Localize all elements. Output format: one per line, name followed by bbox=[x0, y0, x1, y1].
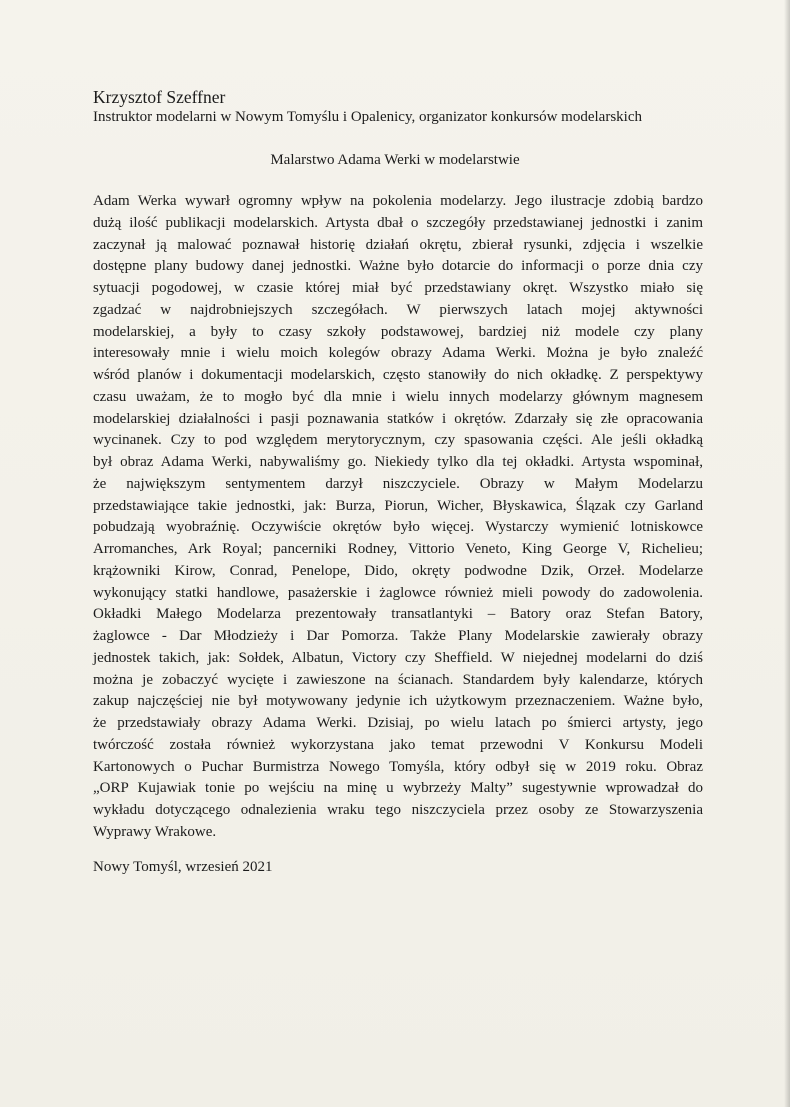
body-line: wycinanek. Czy to pod względem merytorycznym, czy spasowania części. Ale jeśli okładką bbox=[93, 432, 703, 449]
body-line: dużą ilość publikacji modelarskich. Artysta dbał o szczegóły przedstawianej jednostki i zanim bbox=[93, 214, 703, 231]
body-line: zakup najczęściej nie był motywowany jedynie ich użytkowym przeznaczeniem. Ważne było, bbox=[93, 693, 703, 710]
body-line: modelarskiej, a były to czasy szkoły podstawowej, bardziej niż modele czy plany bbox=[93, 323, 703, 340]
article-body bbox=[93, 191, 703, 844]
body-line: Kartonowych o Puchar Burmistrza Nowego Tomyśla, który odbył się w 2019 roku. Obraz bbox=[93, 758, 703, 775]
body-line: wśród planów i dokumentacji modelarskich, często stanowiły do nich okładkę. Z perspektywy bbox=[93, 367, 703, 383]
body-line: przedstawiające takie jednostki, jak: Burza, Piorun, Wicher, Błyskawica, Ślązak czy Garland bbox=[93, 497, 703, 514]
body-line: że największym sentymentem darzył niszczyciele. Obrazy w Małym Modelarzu bbox=[93, 475, 703, 492]
body-line: Wyprawy Wrakowe. bbox=[93, 823, 217, 840]
body-line: twórczość została również wykorzystana jako temat przewodni V Konkursu Modeli bbox=[93, 736, 703, 753]
body-line: pobudzają wyobraźnię. Oczywiście okrętów było więcej. Wystarczy wymienić lotniskowce bbox=[93, 519, 703, 536]
body-line: zaczynał ją malować poznawał historię działań okrętu, zbierał rysunki, zdjęcia i wszelkie bbox=[93, 236, 703, 253]
body-line: był obraz Adama Werki, nabywaliśmy go. Niekiedy tylko dla tej okładki. Artysta wspominał, bbox=[93, 454, 703, 470]
body-line: zgadzać w najdrobniejszych szczegółach. W pierwszych latach mojej aktywności bbox=[93, 301, 703, 318]
body-line: można je zobaczyć wycięte i zawieszone na ścianach. Standardem były kalendarze, których bbox=[93, 671, 703, 688]
body-line: Arromanches, Ark Royal; pancerniki Rodney, Vittorio Veneto, King George V, Richelieu; bbox=[93, 541, 703, 557]
body-line: że przedstawiały obrazy Adama Werki. Dzisiaj, po wielu latach po śmierci artysty, jego bbox=[93, 715, 703, 731]
author-name: Krzysztof Szeffner bbox=[93, 87, 226, 107]
body-line: żaglowce - Dar Młodzieży i Dar Pomorza. Także Plany Modelarskie zawierały obrazy bbox=[93, 628, 703, 644]
body-line: dostępne plany budowy danej jednostki. Ważne było dotarcie do informacji o porze dnia czy bbox=[93, 258, 703, 275]
body-line: Adam Werka wywarł ogromny wpływ na pokolenia modelarzy. Jego ilustracje zdobią bardzo bbox=[93, 193, 703, 209]
place-and-date: Nowy Tomyśl, wrzesień 2021 bbox=[93, 859, 273, 875]
body-line: jednostek takich, jak: Sołdek, Albatun, Victory czy Sheffield. W niejednej modelarni do dziś bbox=[93, 649, 703, 666]
body-line: wykonujący statki handlowe, pasażerskie i żaglowce również mieli powody do zadowolenia. bbox=[93, 584, 703, 601]
body-line: sytuacji pogodowej, w czasie której miał być przedstawiany okręt. Wszystko miało się bbox=[93, 280, 703, 296]
article-title: Malarstwo Adama Werki w modelarstwie bbox=[270, 152, 520, 168]
body-line: Okładki Małego Modelarza prezentowały transatlantyki – Batory oraz Stefan Batory, bbox=[93, 606, 703, 623]
body-line: modelarskiej działalności i pasji poznawania statków i okrętów. Zdarzały się złe opracowania bbox=[93, 410, 703, 427]
body-line: „ORP Kujawiak tonie po wejściu na minę u wybrzeży Malty” sugestywnie wprowadzał do bbox=[93, 780, 703, 797]
author-affiliation: Instruktor modelarni w Nowym Tomyślu i Opalenicy, organizator konkursów modelarskich bbox=[93, 109, 642, 125]
body-line: interesowały mnie i wielu moich kolegów obrazy Adama Werki. Można je było znaleźć bbox=[93, 345, 703, 362]
body-line: wykładu dotyczącego odnalezienia wraku tego niszczyciela przez osoby ze Stowarzyszenia bbox=[93, 802, 703, 818]
body-line: krążowniki Kirow, Conrad, Penelope, Dido, okręty podwodne Dzik, Orzeł. Modelarze bbox=[93, 562, 703, 579]
body-line: czasu uważam, że to mogło być dla mnie i wielu innych modelarzy głównym magnesem bbox=[93, 388, 703, 405]
